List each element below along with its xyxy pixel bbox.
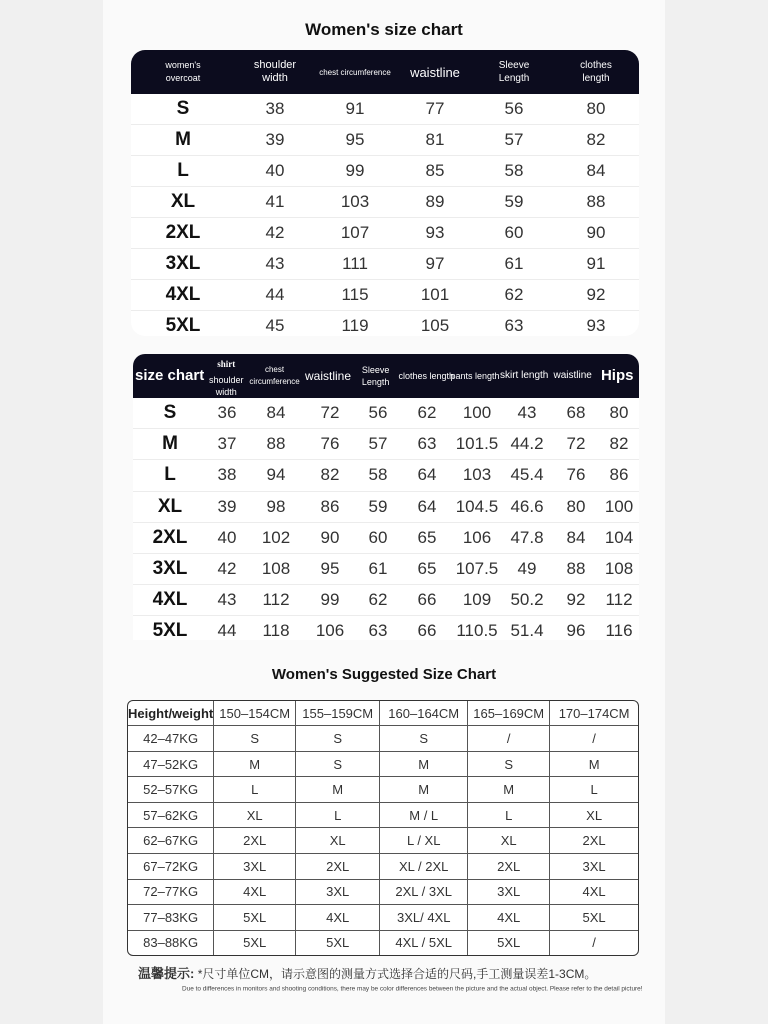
value-cell: 93 <box>586 316 606 335</box>
weight-cell: 42–47KG <box>128 726 214 752</box>
value-cell: 38 <box>217 465 237 485</box>
header-cell: shoulder width <box>208 375 244 397</box>
value-cell: 80 <box>609 403 629 423</box>
value-cell: 90 <box>320 527 340 547</box>
value-cell: 84 <box>566 527 586 547</box>
notice-text: *尺寸单位CM，请示意图的测量方式选择合适的尺码,手工测量误差1-3CM。 <box>197 967 597 981</box>
size-cell: / <box>550 930 638 955</box>
value-cell: 84 <box>266 403 286 423</box>
value-cell: 80 <box>586 99 606 118</box>
size-cell: 4XL / 5XL <box>380 930 468 955</box>
size-cell: 4XL <box>152 589 188 611</box>
table-row <box>131 311 639 336</box>
value-cell: 58 <box>368 465 388 485</box>
value-cell: 42 <box>265 223 285 242</box>
value-cell: 68 <box>566 403 586 423</box>
value-cell: 61 <box>504 254 524 273</box>
value-cell: 92 <box>566 590 586 610</box>
weight-cell: 47–52KG <box>128 751 214 777</box>
value-cell: 72 <box>566 434 586 454</box>
value-cell: 43 <box>217 590 237 610</box>
value-cell: 110.5 <box>456 621 498 640</box>
size-cell: 3XL <box>152 558 188 580</box>
header-row <box>128 701 638 726</box>
weight-cell: 72–77KG <box>128 879 214 905</box>
size-cell: 2XL <box>152 526 188 548</box>
value-cell: 105 <box>420 316 450 335</box>
size-cell: M <box>550 751 638 777</box>
value-cell: 119 <box>341 316 369 335</box>
header-cell: chest circumference <box>319 67 391 77</box>
size-cell: S <box>163 402 177 424</box>
value-cell: 62 <box>368 590 388 610</box>
value-cell: 60 <box>504 223 524 242</box>
size-cell: L <box>550 777 638 803</box>
size-cell: L <box>214 777 296 803</box>
value-cell: 88 <box>566 559 586 579</box>
size-cell: 3XL/ 4XL <box>380 905 468 931</box>
value-cell: 43 <box>265 254 285 273</box>
value-cell: 107.5 <box>455 559 499 579</box>
product-detail-page <box>103 0 665 1024</box>
table-row <box>133 616 639 640</box>
value-cell: 58 <box>504 161 524 180</box>
size-cell: 5XL <box>296 930 380 955</box>
value-cell: 108 <box>604 559 634 579</box>
size-cell: M <box>468 777 550 803</box>
table-row <box>133 554 639 585</box>
value-cell: 106 <box>462 527 492 547</box>
table-row <box>128 879 638 905</box>
value-cell: 100 <box>604 496 634 516</box>
overcoat-table-header <box>131 50 639 94</box>
value-cell: 77 <box>425 99 445 118</box>
value-cell: 89 <box>425 192 445 211</box>
size-cell: M <box>214 751 296 777</box>
table-row <box>133 585 639 616</box>
size-cell: 5XL <box>214 930 296 955</box>
table-row <box>128 726 638 752</box>
value-cell: 49 <box>517 559 537 579</box>
table-row <box>133 429 639 460</box>
table-row <box>131 156 639 187</box>
suggested-size-table <box>127 700 639 956</box>
size-cell: XL <box>170 191 196 212</box>
value-cell: 97 <box>425 254 445 273</box>
header-cell: 160–164CM <box>380 701 468 726</box>
value-cell: 95 <box>320 559 340 579</box>
header-cell: 150–154CM <box>214 701 296 726</box>
weight-cell: 83–88KG <box>128 930 214 955</box>
size-cell: 4XL <box>214 879 296 905</box>
value-cell: 101.5 <box>455 434 499 454</box>
size-cell: 3XL <box>165 253 201 274</box>
size-cell: 3XL <box>214 853 296 879</box>
value-cell: 104.5 <box>455 496 499 516</box>
value-cell: 80 <box>566 496 586 516</box>
size-cell: 4XL <box>550 879 638 905</box>
header-cell: skirt length <box>500 370 549 381</box>
value-cell: 64 <box>417 496 437 516</box>
value-cell: 66 <box>417 590 437 610</box>
size-cell: 5XL <box>152 620 188 640</box>
value-cell: 63 <box>417 434 437 454</box>
size-cell: 4XL <box>165 284 201 305</box>
size-cell: XL <box>157 495 183 517</box>
size-cell: S <box>176 98 190 119</box>
value-cell: 101 <box>420 285 450 304</box>
value-cell: 40 <box>265 161 285 180</box>
size-cell: 4XL <box>468 905 550 931</box>
value-cell: 99 <box>345 161 365 180</box>
table-row <box>133 398 639 429</box>
size-cell: XL <box>214 802 296 828</box>
header-cell: waistline <box>553 370 592 381</box>
size-cell: 3XL <box>550 853 638 879</box>
value-cell: 65 <box>417 527 437 547</box>
measurement-notice <box>138 963 596 982</box>
header-cell: women's overcoat <box>165 60 201 83</box>
value-cell: 63 <box>504 316 524 335</box>
value-cell: 86 <box>609 465 629 485</box>
value-cell: 109 <box>462 590 492 610</box>
header-cell: 170–174CM <box>550 701 638 726</box>
value-cell: 82 <box>586 130 606 149</box>
size-cell: 5XL <box>550 905 638 931</box>
value-cell: 104 <box>604 527 634 547</box>
weight-cell: 67–72KG <box>128 853 214 879</box>
overcoat-chart-title: Women's size chart <box>305 20 463 39</box>
value-cell: 81 <box>425 130 445 149</box>
size-cell: S <box>214 726 296 752</box>
size-cell: / <box>468 726 550 752</box>
value-cell: 116 <box>605 621 633 640</box>
size-cell: 2XL <box>468 853 550 879</box>
value-cell: 88 <box>266 434 286 454</box>
value-cell: 95 <box>345 130 365 149</box>
table-row <box>128 751 638 777</box>
value-cell: 65 <box>417 559 437 579</box>
suggested-chart-title: Women's Suggested Size Chart <box>271 666 497 683</box>
value-cell: 44.2 <box>510 434 544 454</box>
size-cell: L <box>177 160 189 181</box>
size-cell: 4XL <box>296 905 380 931</box>
value-cell: 51.4 <box>510 621 544 640</box>
value-cell: 57 <box>368 434 388 454</box>
value-cell: 72 <box>320 403 340 423</box>
value-cell: 91 <box>345 99 365 118</box>
value-cell: 106 <box>315 621 345 640</box>
table-row <box>128 828 638 854</box>
value-cell: 60 <box>368 527 388 547</box>
value-cell: 59 <box>368 496 388 516</box>
table-row <box>133 492 639 523</box>
value-cell: 118 <box>262 621 290 640</box>
table-row <box>133 460 639 491</box>
header-cell: pants length <box>450 371 500 381</box>
header-cell: Height/weight <box>128 701 214 726</box>
value-cell: 98 <box>266 496 286 516</box>
table-row <box>128 802 638 828</box>
value-cell: 103 <box>340 192 370 211</box>
value-cell: 88 <box>586 192 606 211</box>
value-cell: 86 <box>320 496 340 516</box>
value-cell: 45.4 <box>510 465 544 485</box>
value-cell: 103 <box>462 465 492 485</box>
header-cell: 165–169CM <box>468 701 550 726</box>
size-cell: XL <box>550 802 638 828</box>
weight-cell: 57–62KG <box>128 802 214 828</box>
value-cell: 56 <box>504 99 524 118</box>
value-cell: 82 <box>609 434 629 454</box>
size-cell: / <box>550 726 638 752</box>
value-cell: 42 <box>217 559 237 579</box>
size-cell: 5XL <box>165 315 201 336</box>
table-row <box>133 523 639 554</box>
size-cell: 2XL <box>214 828 296 854</box>
size-cell: 2XL <box>165 222 201 243</box>
value-cell: 56 <box>368 403 388 423</box>
value-cell: 50.2 <box>510 590 544 610</box>
value-cell: 112 <box>605 590 633 610</box>
size-cell: XL <box>296 828 380 854</box>
value-cell: 39 <box>265 130 285 149</box>
value-cell: 37 <box>217 434 237 454</box>
notice-label: 温馨提示: <box>138 966 195 981</box>
size-cell: M <box>296 777 380 803</box>
value-cell: 107 <box>340 223 370 242</box>
table-row <box>131 249 639 280</box>
header-cell: Sleeve Length <box>361 365 390 387</box>
table-row <box>128 777 638 803</box>
value-cell: 85 <box>425 161 445 180</box>
value-cell: 112 <box>262 590 290 610</box>
value-cell: 76 <box>566 465 586 485</box>
value-cell: 108 <box>261 559 291 579</box>
value-cell: 59 <box>504 192 524 211</box>
header-cell: size chart <box>135 367 205 384</box>
value-cell: 76 <box>320 434 340 454</box>
table-row <box>131 218 639 249</box>
value-cell: 38 <box>265 99 285 118</box>
value-cell: 36 <box>217 403 237 423</box>
value-cell: 96 <box>566 621 586 640</box>
header-cell: waistline <box>410 64 460 80</box>
header-cell: shoulder width <box>253 59 297 84</box>
size-cell: 5XL <box>214 905 296 931</box>
value-cell: 63 <box>368 621 388 640</box>
header-cell: chest circumference <box>249 365 300 386</box>
color-disclaimer: Due to differences in monitors and shooting conditions, there may be color differences between the picture and the actual object. Please refer to the detail picture! <box>182 986 643 993</box>
size-cell: M / L <box>380 802 468 828</box>
value-cell: 62 <box>417 403 437 423</box>
size-cell: S <box>296 751 380 777</box>
header-cell: clothes length <box>580 60 612 84</box>
value-cell: 100 <box>462 403 492 423</box>
table-row <box>128 905 638 931</box>
table-row <box>131 125 639 156</box>
value-cell: 46.6 <box>510 496 544 516</box>
size-cell: M <box>162 433 178 455</box>
value-cell: 82 <box>320 465 340 485</box>
value-cell: 66 <box>417 621 437 640</box>
overcoat-size-table <box>131 50 639 336</box>
value-cell: 41 <box>265 192 285 211</box>
weight-cell: 77–83KG <box>128 905 214 931</box>
size-cell: M <box>380 777 468 803</box>
shirt-table-header <box>133 354 639 398</box>
size-cell: L <box>468 802 550 828</box>
size-cell: S <box>296 726 380 752</box>
table-row <box>128 853 638 879</box>
value-cell: 93 <box>425 223 445 242</box>
value-cell: 57 <box>504 130 524 149</box>
size-cell: L / XL <box>380 828 468 854</box>
value-cell: 47.8 <box>510 527 544 547</box>
value-cell: 111 <box>342 254 368 273</box>
table-row <box>128 930 638 955</box>
table-row <box>131 280 639 311</box>
shirt-size-table <box>133 354 639 640</box>
size-cell: 5XL <box>468 930 550 955</box>
value-cell: 99 <box>320 590 340 610</box>
shirt-label: shirt <box>217 359 236 369</box>
value-cell: 44 <box>265 285 285 304</box>
value-cell: 40 <box>217 527 237 547</box>
header-cell: Sleeve Length <box>498 60 530 84</box>
weight-cell: 52–57KG <box>128 777 214 803</box>
value-cell: 45 <box>265 316 285 335</box>
size-cell: 2XL / 3XL <box>380 879 468 905</box>
value-cell: 102 <box>261 527 291 547</box>
size-cell: L <box>296 802 380 828</box>
value-cell: 91 <box>586 254 606 273</box>
size-cell: M <box>175 129 191 150</box>
value-cell: 39 <box>217 496 237 516</box>
header-cell: 155–159CM <box>296 701 380 726</box>
size-cell: 3XL <box>468 879 550 905</box>
weight-cell: 62–67KG <box>128 828 214 854</box>
shirt-badge <box>206 354 246 398</box>
value-cell: 92 <box>586 285 606 304</box>
value-cell: 94 <box>266 465 286 485</box>
size-cell: M <box>380 751 468 777</box>
size-cell: S <box>380 726 468 752</box>
size-cell: 3XL <box>296 879 380 905</box>
header-cell: Hips <box>600 367 634 384</box>
value-cell: 115 <box>341 285 369 304</box>
table-row <box>131 94 639 125</box>
size-cell: L <box>164 464 176 486</box>
value-cell: 61 <box>368 559 388 579</box>
size-cell: 2XL <box>296 853 380 879</box>
table-row <box>131 187 639 218</box>
value-cell: 64 <box>417 465 437 485</box>
size-cell: 2XL <box>550 828 638 854</box>
value-cell: 43 <box>517 403 537 423</box>
value-cell: 44 <box>217 621 237 640</box>
header-cell: waistline <box>304 369 352 383</box>
size-cell: S <box>468 751 550 777</box>
value-cell: 84 <box>586 161 606 180</box>
header-cell: clothes length <box>398 371 454 381</box>
value-cell: 90 <box>586 223 606 242</box>
size-cell: XL / 2XL <box>380 853 468 879</box>
size-cell: XL <box>468 828 550 854</box>
value-cell: 62 <box>504 285 524 304</box>
